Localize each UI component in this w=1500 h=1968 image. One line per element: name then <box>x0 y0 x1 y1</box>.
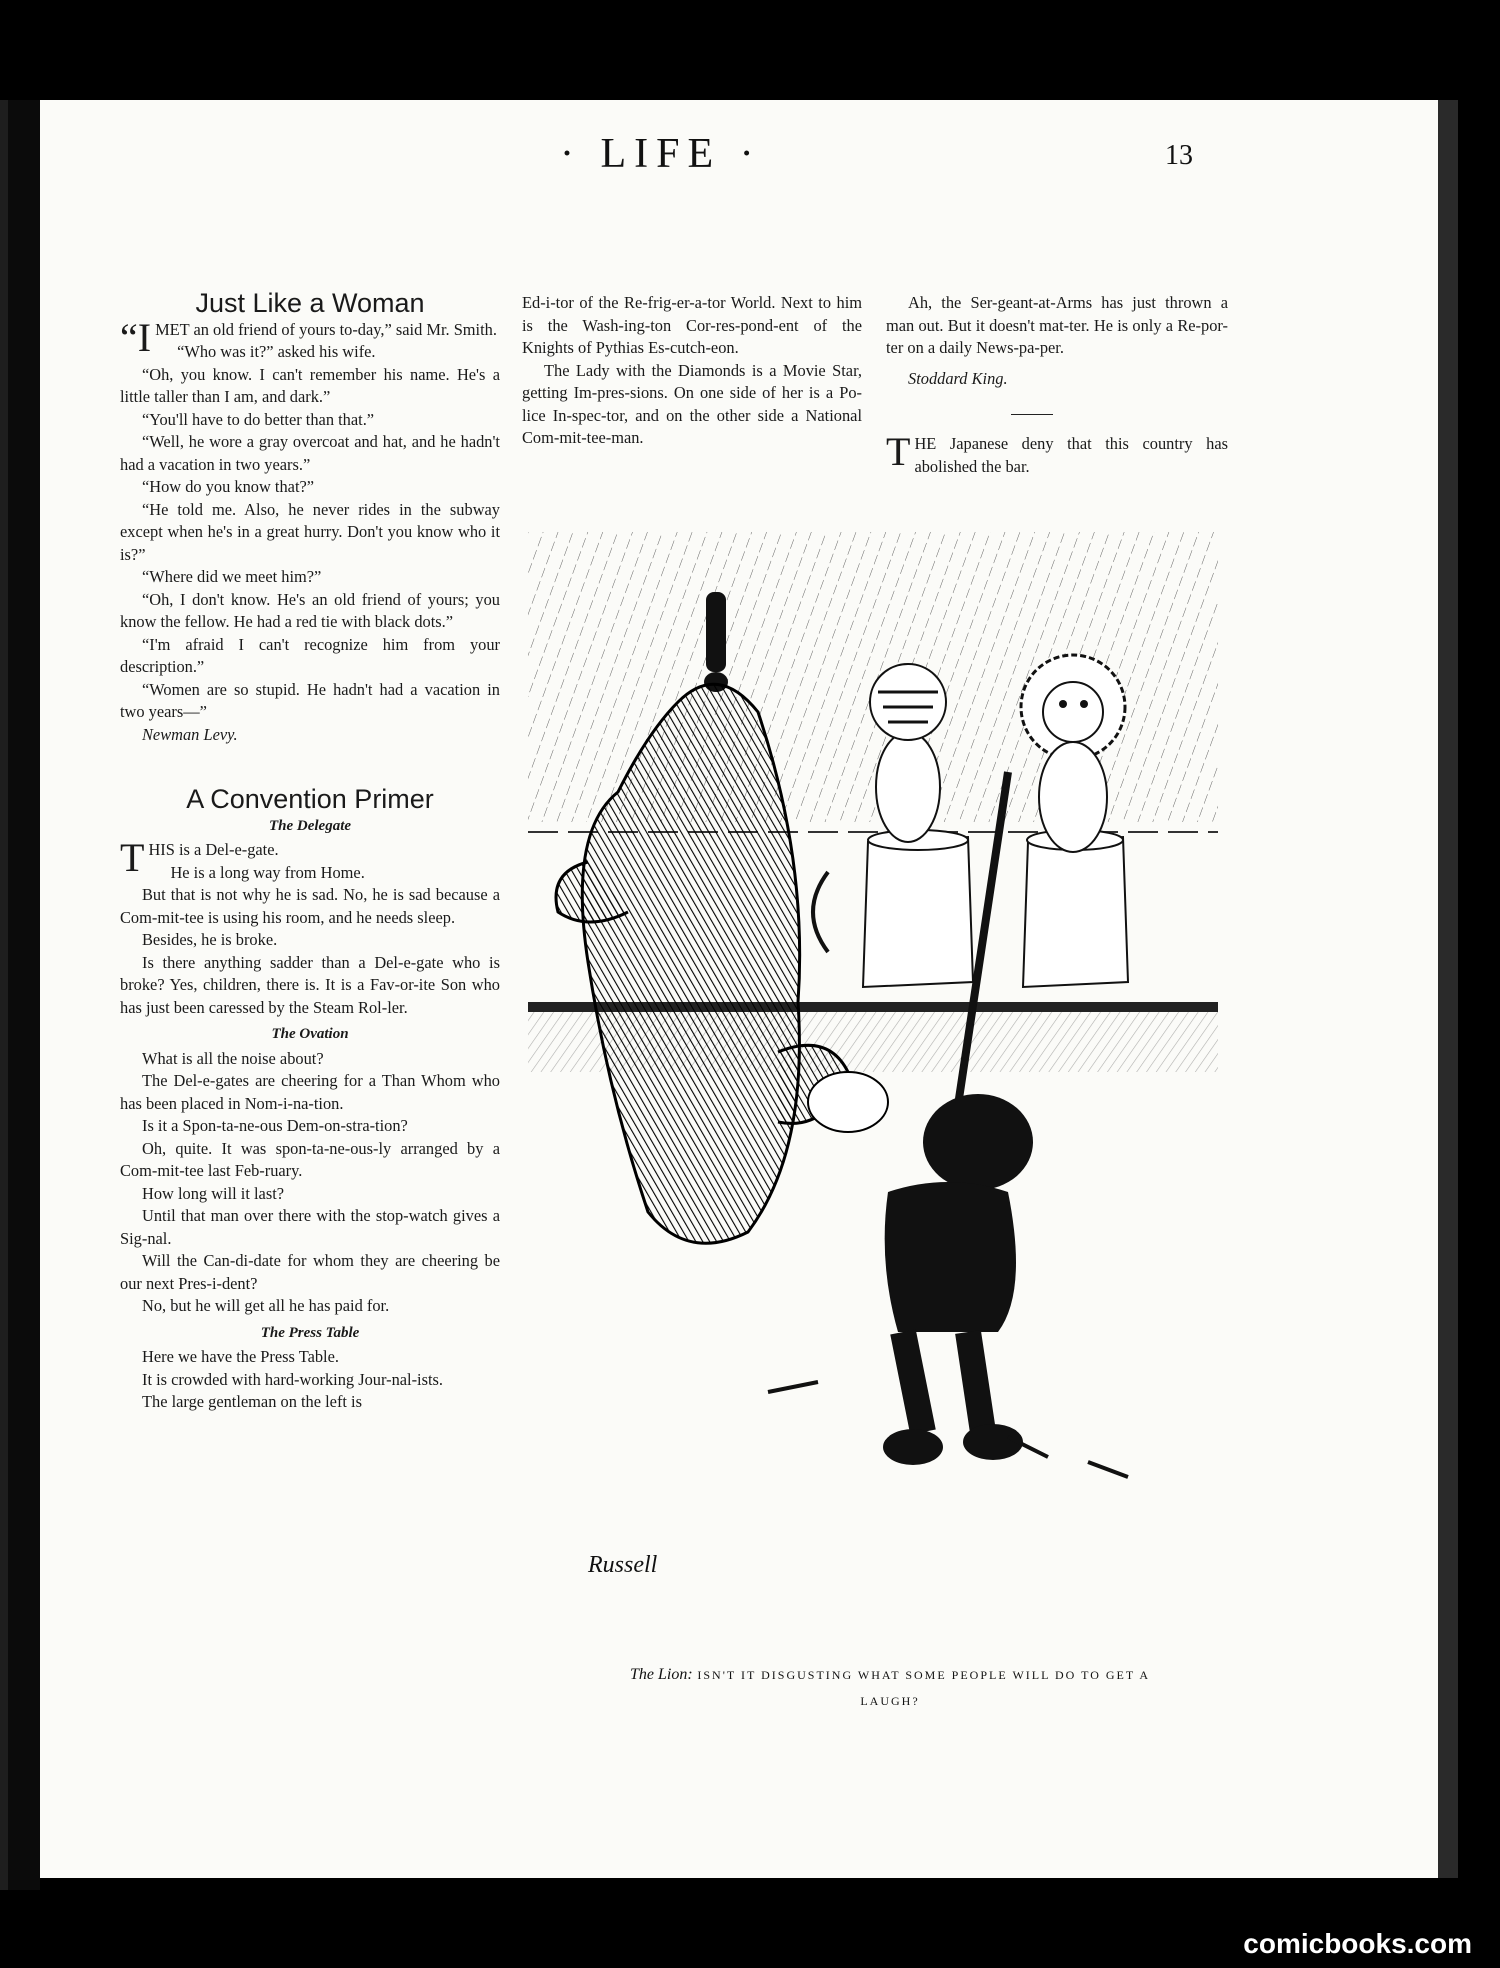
watermark: comicbooks.com <box>1243 1928 1472 1959</box>
drop-cap: T <box>886 429 911 474</box>
article-paragraph: Here we have the Press Table. <box>142 1347 339 1366</box>
column-3 <box>886 292 1228 478</box>
page-shadow <box>1438 100 1458 1878</box>
facing-page-edge <box>0 100 40 1890</box>
article-paragraph: “How do you know that?” <box>142 477 315 496</box>
column-2 <box>522 292 862 450</box>
brief-paragraph: THE Japanese deny that this country has abolished the bar. <box>886 429 1228 476</box>
article-paragraph: Besides, he is broke. <box>142 930 278 949</box>
article-paragraph: No, but he will get all he has paid for. <box>142 1296 390 1315</box>
article-paragraph: “Women are so stupid. He hadn't had a vacation in two years—” <box>120 679 500 721</box>
masthead: · LIFE · <box>560 131 762 177</box>
article-paragraph: Ed-i-tor of the Re-frig-er-a-tor World. Next to him is the Wash-ing-ton Cor-res-pond-ent of the Knights of Pythias Es-cutch-eon. <box>522 293 862 357</box>
article-paragraph: Oh, quite. It was spon-ta-ne-ous-ly arranged by a Com-mit-tee last Feb-ruary. <box>120 1138 500 1180</box>
article-paragraph: Is there anything sadder than a Del-e-gate who is broke? Yes, children, there is. It is a Fav-or-ite Son who has just been caressed by the Steam Rol-ler. <box>120 952 500 1017</box>
section-heading: The Delegate <box>268 817 352 834</box>
article-paragraph: Is it a Spon-ta-ne-ous Dem-on-stra-tion? <box>142 1116 408 1135</box>
article-paragraph: The Del-e-gates are cheering for a Than Whom who has been placed in Nom-i-na-tion. <box>120 1071 500 1113</box>
article-paragraph: “IMET an old friend of yours to-day,” said Mr. Smith. <box>120 314 497 360</box>
drop-cap: “I <box>120 314 152 360</box>
ground-marks <box>768 1382 1128 1477</box>
cartoon-illustration <box>528 532 1218 1662</box>
article-paragraph: But that is not why he is sad. No, he is sad because a Com-mit-tee is using his room, and he needs sleep. <box>120 885 500 927</box>
section-heading: The Ovation <box>271 1026 349 1042</box>
article-paragraph: “He told me. Also, he never rides in the subway except when he's in a great hurry. Don't you know who it is?” <box>120 499 500 564</box>
article-paragraph: “Who was it?” asked his wife. <box>177 342 376 361</box>
tiger-pedestal <box>863 830 973 987</box>
caption-text: ISN'T IT DISGUSTING WHAT SOME PEOPLE WILL DO TO GET A LAUGH? <box>697 1668 1151 1708</box>
article-paragraph: “Oh, you know. I can't remember his name. He's a little taller than I am, and dark.” <box>120 364 500 406</box>
separator-rule <box>1011 414 1053 415</box>
caption-speaker: The Lion: <box>629 1666 693 1683</box>
column-1 <box>120 288 500 1414</box>
drop-cap: T <box>120 835 145 880</box>
article-paragraph: Until that man over there with the stop-watch gives a Sig-nal. <box>120 1206 500 1248</box>
article-paragraph: How long will it last? <box>142 1183 285 1203</box>
article-paragraph: “Where did we meet him?” <box>142 567 322 586</box>
article-title: Just Like a Woman <box>195 288 425 318</box>
article-paragraph: “I'm afraid I can't recognize him from your description.” <box>120 634 500 676</box>
article-paragraph: “You'll have to do better than that.” <box>142 409 375 429</box>
article-paragraph: “Well, he wore a gray overcoat and hat, and he hadn't had a vacation in two years.” <box>120 432 500 474</box>
article-byline: Stoddard King. <box>908 368 1008 388</box>
section-heading: The Press Table <box>260 1324 360 1341</box>
article-paragraph: THIS is a Del-e-gate. <box>120 835 279 880</box>
article-paragraph: The Lady with the Diamonds is a Movie Star, getting Im-pres-sions. On one side of her is a Po-lice In-spec-tor, and on the other side a National Com-mit-tee-man. <box>522 360 862 447</box>
article-paragraph: “Oh, I don't know. He's an old friend of yours; you know the fellow. He had a red tie with black dots.” <box>120 589 500 631</box>
article-paragraph: The large gentleman on the left is <box>142 1392 362 1411</box>
article-paragraph: He is a long way from Home. <box>170 862 365 882</box>
cartoon-caption <box>600 1662 1180 1714</box>
article-title: A Convention Primer <box>186 784 434 814</box>
article-byline: Newman Levy. <box>142 724 238 744</box>
article-paragraph: Will the Can-di-date for whom they are cheering be our next Pres-i-dent? <box>120 1251 500 1293</box>
page-number: 13 <box>1165 140 1193 171</box>
article-paragraph: It is crowded with hard-working Jour-nal-ists. <box>142 1369 444 1389</box>
artist-signature: Russell <box>588 1552 658 1578</box>
article-paragraph: What is all the noise about? <box>142 1048 324 1068</box>
article-paragraph: Ah, the Ser-geant-at-Arms has just thrown a man out. But it doesn't mat-ter. He is only a Re-por-ter on a daily News-pa-per. <box>886 293 1228 357</box>
lion-pedestal <box>1023 830 1128 987</box>
